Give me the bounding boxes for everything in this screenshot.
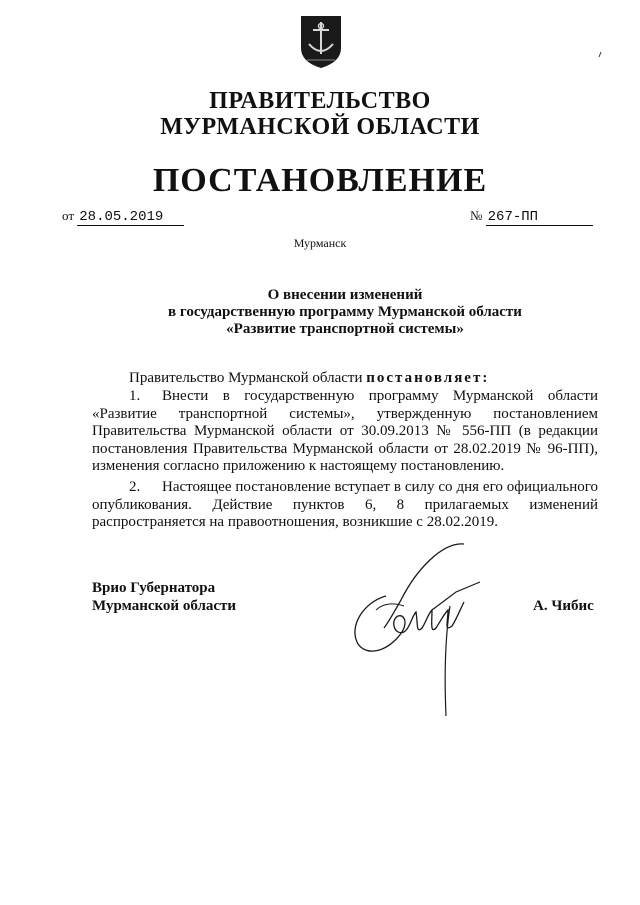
coat-of-arms-icon <box>299 14 343 70</box>
item-1-text: Внести в государственную программу Мурманской области «Развитие транспортной системы», утвержденную постановлением Правительства Мурманской области от 30.09.2013 № 556-ПП (в редакции постановления Правительства Мурманской области от 28.02.2019 № 96-ПП), изменения согласно приложению к настоящему постановлению. <box>92 388 598 474</box>
subject-line2: в государственную программу Мурманской области <box>168 304 522 320</box>
number-line <box>470 208 593 226</box>
preamble <box>92 370 598 388</box>
item-2-number: 2. <box>129 479 141 495</box>
margin-mark <box>596 46 604 54</box>
document-type: ПОСТАНОВЛЕНИЕ <box>152 162 488 199</box>
signer-position-line1: Врио Губернатора <box>92 580 216 596</box>
number-prefix: № <box>470 208 483 223</box>
item-1 <box>92 388 598 476</box>
item-1-number: 1. <box>129 388 141 404</box>
org-name-line2: МУРМАНСКОЙ ОБЛАСТИ <box>160 114 480 140</box>
date-line <box>62 208 184 226</box>
document-date <box>77 209 184 226</box>
org-name-line1: ПРАВИТЕЛЬСТВО <box>209 88 431 114</box>
city: Мурманск <box>293 236 347 250</box>
document-date-value: 28.05.2019 <box>79 209 164 225</box>
document-number-value: 267-ПП <box>487 209 539 225</box>
handwritten-signature <box>346 540 506 720</box>
decree-word: постановляет: <box>366 370 490 386</box>
date-prefix: от <box>62 208 75 223</box>
signer-name: А. Чибис <box>533 598 594 614</box>
item-2-text: Настоящее постановление вступает в силу со дня его официального опубликования. Действие пунктов 6, 8 прилагаемых изменений распространяется на правоотношения, возникшие с 28.02.2019. <box>92 479 598 530</box>
signer-position-line2: Мурманской области <box>92 598 237 614</box>
subject-line1: О внесении изменений <box>267 287 423 303</box>
item-2 <box>92 479 598 532</box>
document-number <box>486 209 593 226</box>
subject-line3: «Развитие транспортной системы» <box>226 321 464 337</box>
preamble-text: Правительство Мурманской области <box>129 370 363 386</box>
